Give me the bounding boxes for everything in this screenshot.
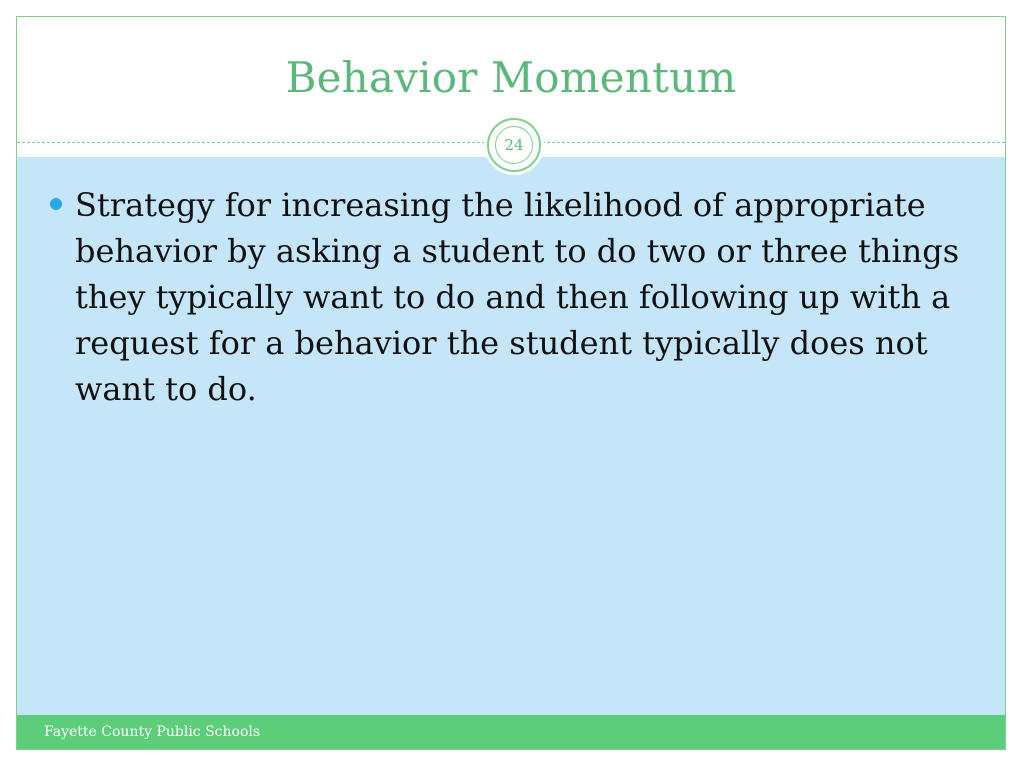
bullet-list (47, 182, 967, 412)
bullet-dot-icon (50, 198, 62, 210)
slide (16, 16, 1006, 750)
slide-number-badge (484, 115, 544, 175)
slide-title: Behavior Momentum (285, 53, 737, 102)
bullet-text: Strategy for increasing the likelihood of appropriate behavior by asking a student to do two or three things they typically want to do and then following up with a request for a behavior the student typically does not want to do. (75, 186, 960, 408)
slide-number-ring (487, 118, 541, 172)
footer-text: Fayette County Public Schools (44, 724, 261, 740)
slide-number: 24 (495, 126, 533, 164)
slide-footer (17, 715, 1005, 750)
bullet-item (47, 182, 967, 412)
